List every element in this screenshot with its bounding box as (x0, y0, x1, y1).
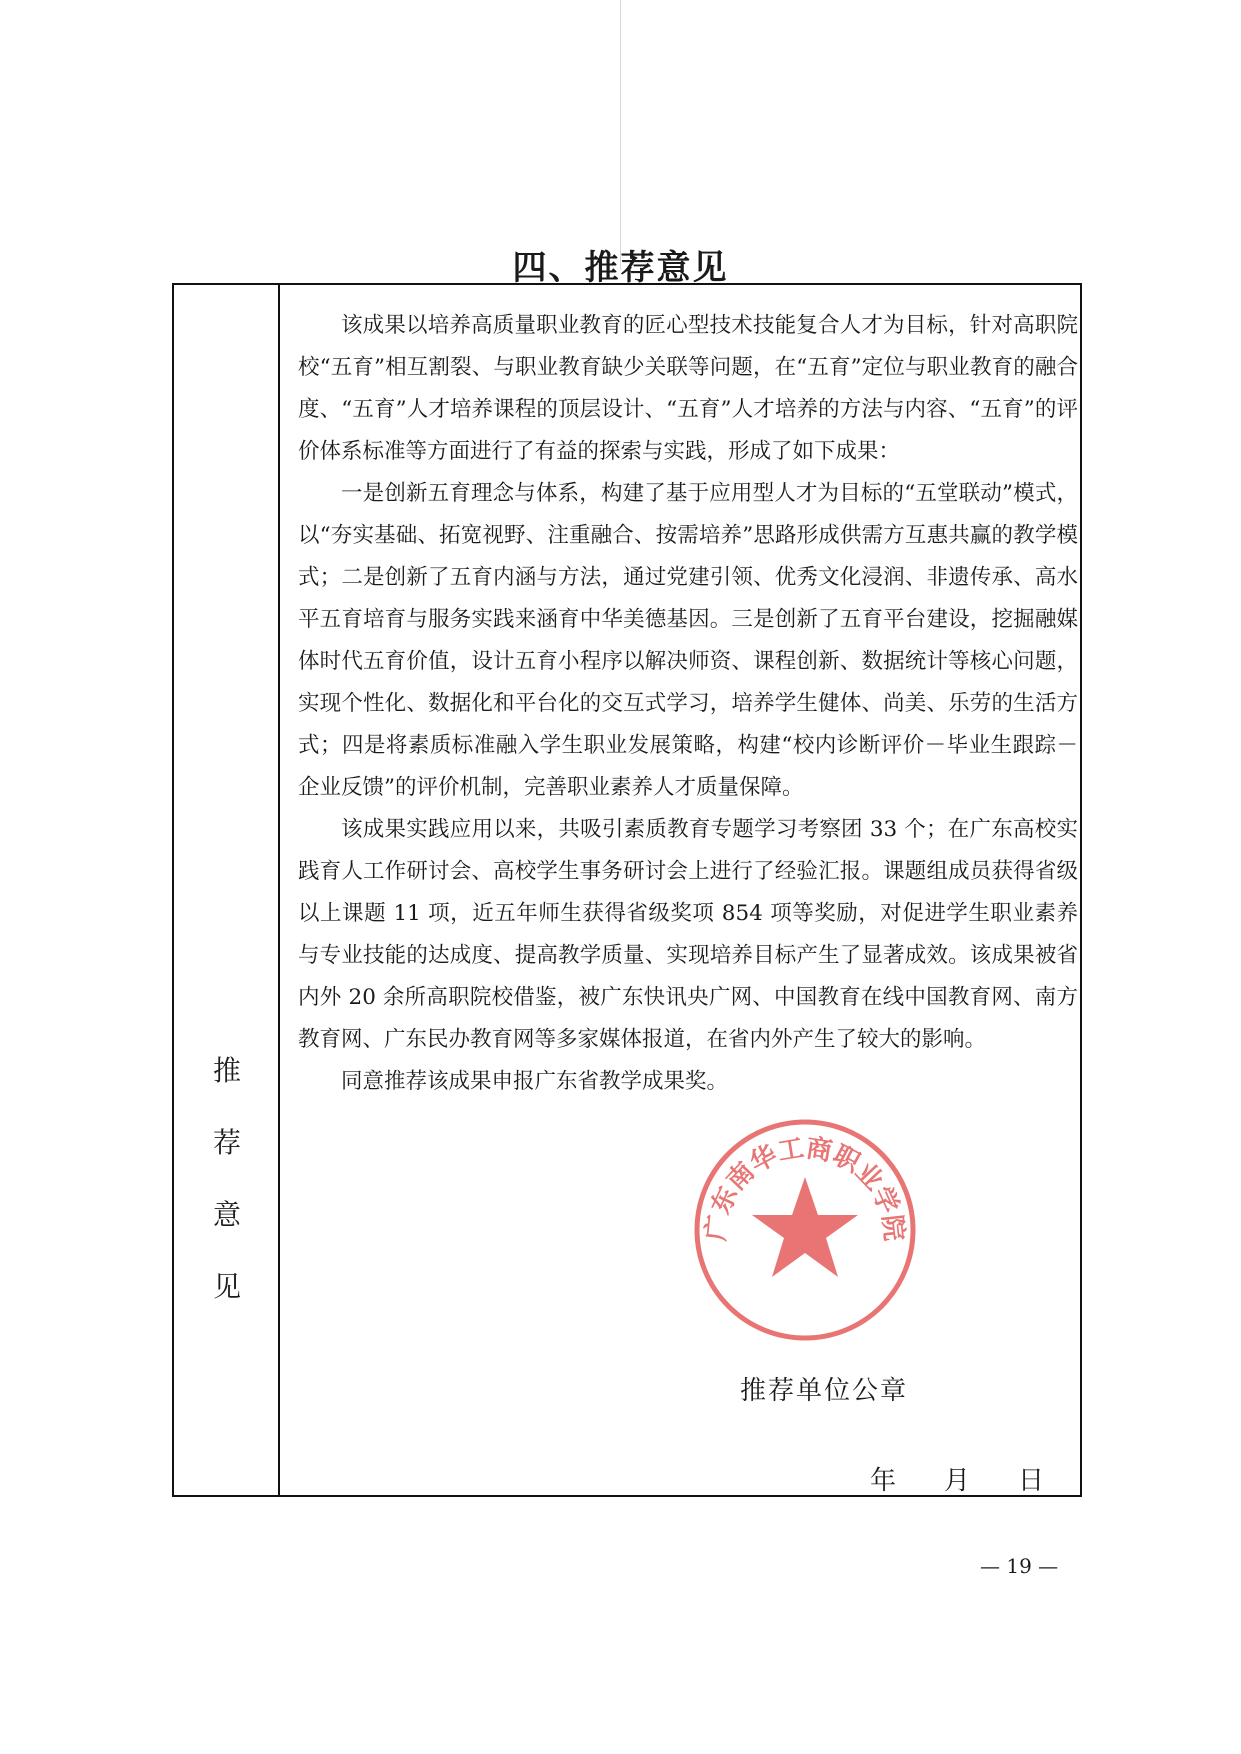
seal-text: 广东南华工商职业学院 (701, 1133, 909, 1243)
signature-label: 推荐单位公章 (740, 1376, 909, 1406)
official-seal (690, 1115, 920, 1345)
seal-star (752, 1177, 858, 1277)
recommendation-body (298, 305, 1078, 1103)
date-month: 月 (944, 1466, 971, 1496)
paragraph: 该成果实践应用以来，共吸引素质教育专题学习考察团 33 个；在广东高校实践育人工作研讨会、高校学生事务研讨会上进行了经验汇报。课题组成员获得省级以上课题 11 项，近五年师生获得省级奖项 854 项等奖励，对促进学生职业素养与专业技能的达成度、提高教学质量、实现培养目标产生了显著成效。该成果被省内外 20 余所高职院校借鉴，被广东快讯央广网、中国教育在线中国教育网、南方教育网、广东民办教育网等多家媒体报道，在省内外产生了较大的影响。 (298, 817, 1078, 1052)
label-char: 荐 (212, 1126, 241, 1159)
section-title: 四、推荐意见 (512, 248, 729, 288)
paragraph: 该成果以培养高质量职业教育的匠心型技术技能复合人才为目标，针对高职院校“五育”相互割裂、与职业教育缺少关联等问题，在“五育”定位与职业教育的融合度、“五育”人才培养课程的顶层设计、“五育”人才培养的方法与内容、“五育”的评价体系标准等方面进行了有益的探索与实践，形成了如下成果： (298, 313, 1078, 464)
label-char: 意 (212, 1198, 241, 1231)
fold-line (620, 0, 621, 270)
paragraph: 同意推荐该成果申报广东省教学成果奖。 (341, 1069, 729, 1094)
label-char: 推 (212, 1054, 241, 1087)
date-year: 年 (870, 1466, 897, 1496)
content-column (280, 285, 1080, 1495)
date-day: 日 (1018, 1466, 1045, 1496)
date-line (870, 1460, 1044, 1497)
label-char: 见 (212, 1270, 241, 1303)
recommendation-table (172, 283, 1082, 1497)
label-column (174, 285, 280, 1495)
paragraph: 一是创新五育理念与体系，构建了基于应用型人才为目标的“五堂联动”模式，以“夯实基础、拓宽视野、注重融合、按需培养”思路形成供需方互惠共赢的教学模式；二是创新了五育内涵与方法，通过党建引领、优秀文化浸润、非遗传承、高水平五育培育与服务实践来涵育中华美德基因。三是创新了五育平台建设，挖掘融媒体时代五育价值，设计五育小程序以解决师资、课程创新、数据统计等核心问题，实现个性化、数据化和平台化的交互式学习，培养学生健体、尚美、乐劳的生活方式；四是将素质标准融入学生职业发展策略，构建“校内诊断评价－毕业生跟踪－企业反馈”的评价机制，完善职业素养人才质量保障。 (298, 481, 1078, 800)
label-text (174, 1035, 280, 1323)
page-number: — 19 — (980, 1554, 1059, 1578)
